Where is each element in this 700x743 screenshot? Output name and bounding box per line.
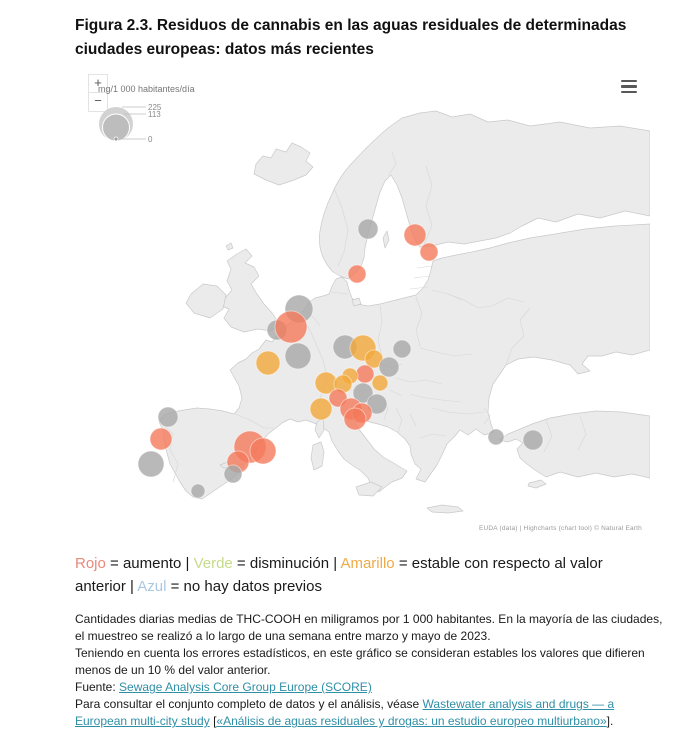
city-bubble-amarillo[interactable] (310, 398, 332, 420)
score-link[interactable]: Sewage Analysis Core Group Europe (SCORE) (119, 680, 372, 695)
color-key-text: = disminución | (232, 555, 341, 572)
city-bubble-gris[interactable] (158, 407, 178, 427)
hamburger-icon (621, 80, 637, 82)
city-bubble-rojo[interactable] (404, 224, 426, 246)
city-bubble-amarillo[interactable] (256, 351, 280, 375)
city-bubble-amarillo[interactable] (372, 375, 388, 391)
color-key-term-amarillo: Amarillo (340, 555, 395, 572)
bubble-size-legend-title: mg/1 000 habitantes/día (98, 84, 195, 94)
source-line (75, 679, 667, 696)
city-bubble-rojo[interactable] (356, 365, 374, 383)
city-bubble-rojo[interactable] (250, 438, 276, 464)
legend-tick-225: 225 (148, 103, 162, 112)
city-bubble-gris[interactable] (393, 340, 411, 358)
footnote-method: Cantidades diarias medias de THC-COOH en miligramos por 1 000 habitantes. En la mayoría de las ciudades, el muestreo se realizó a lo largo de una semana entre marzo y mayo de 2023. (75, 612, 663, 644)
footnotes (75, 611, 667, 730)
city-bubble-gris[interactable] (379, 357, 399, 377)
map-attribution: EUDA (data) | Highcharts (chart tool) © Natural Earth (478, 525, 642, 532)
chart-context-menu-button[interactable] (621, 80, 637, 93)
city-bubble-rojo[interactable] (275, 311, 307, 343)
zoom-in-button[interactable]: + (88, 74, 108, 93)
city-bubble-rojo[interactable] (420, 243, 438, 261)
city-bubble-gris[interactable] (523, 430, 543, 450)
figure-title: Figura 2.3. Residuos de cannabis en las aguas residuales de determinadas ciudades europeas: datos más recientes (75, 17, 627, 59)
line-suffix: ]. (606, 714, 614, 729)
legend-tick-0: 0 (148, 135, 153, 144)
zoom-out-button[interactable]: − (88, 93, 108, 112)
city-bubble-gris[interactable] (191, 484, 205, 498)
bracket-open: [ (209, 714, 217, 729)
bubble-size-legend (94, 100, 214, 148)
color-key-text: = estable con respecto al valor anterior | (75, 555, 603, 596)
color-key-term-azul: Azul (137, 578, 167, 596)
legend-tick-113: 113 (148, 110, 161, 119)
europe-map-container[interactable] (80, 68, 650, 540)
city-bubble-gris[interactable] (488, 429, 504, 445)
city-bubble-rojo[interactable] (348, 265, 366, 283)
color-key-text: = aumento | (105, 555, 194, 572)
color-key-text: = no hay datos previos (166, 578, 322, 596)
city-bubble-gris[interactable] (358, 219, 378, 239)
color-key-term-rojo: Rojo (75, 555, 106, 572)
color-key-term-verde: Verde (193, 555, 233, 572)
wastewater-study-link-es[interactable]: «Análisis de aguas residuales y drogas: un estudio europeo multiurbano» (216, 714, 607, 729)
footnote-stability: Teniendo en cuenta los errores estadísticos, en este gráfico se consideran estables los valores que difieren menos de un 10 % del valor anterior. (75, 646, 645, 678)
city-bubble-gris[interactable] (285, 343, 311, 369)
legend-bubble-zero (114, 137, 118, 141)
hamburger-icon (621, 85, 637, 87)
source-prefix: Fuente: (75, 680, 120, 695)
city-bubble-gris[interactable] (224, 465, 242, 483)
further-reading-prefix: Para consultar el conjunto completo de datos y el análisis, véase (75, 697, 423, 712)
city-bubble-rojo[interactable] (344, 408, 366, 430)
further-reading-line (75, 696, 667, 730)
city-bubble-rojo[interactable] (150, 428, 172, 450)
wastewater-study-link-en[interactable]: Wastewater analysis and drugs — a European multi-city study (75, 697, 615, 729)
color-key (75, 552, 653, 599)
hamburger-icon (621, 91, 637, 93)
city-bubble-gris[interactable] (138, 451, 164, 477)
